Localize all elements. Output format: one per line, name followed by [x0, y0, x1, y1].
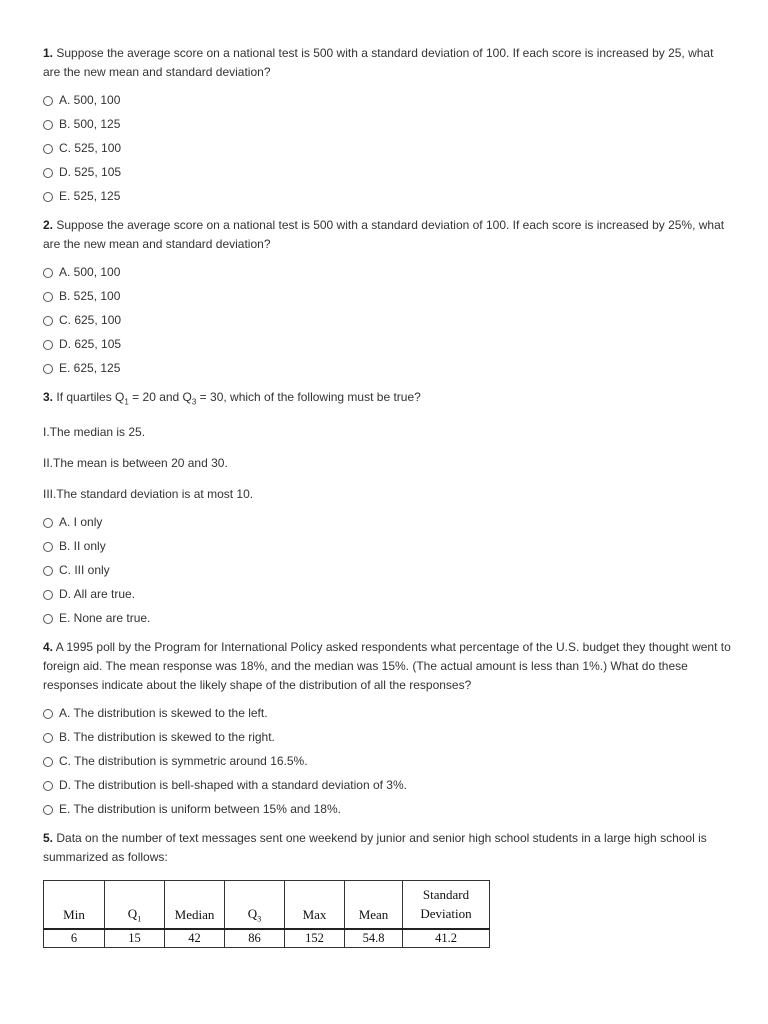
header-sd-line2: Deviation — [420, 906, 472, 922]
radio-icon[interactable] — [43, 614, 53, 624]
question-text: A 1995 poll by the Program for International Policy asked respondents what percentage of the U.S. budget they thought went to foreign aid. The mean response was 18%, and the median was 15%. (The actual amount is less than 1%.) What do these responses indicate about the likely shape of the distribution of all the responses? — [43, 640, 731, 693]
statement-1: I.The median is 25. — [43, 425, 146, 440]
q2-option-d[interactable] — [43, 332, 733, 356]
option-label: A. I only — [59, 515, 103, 530]
radio-icon[interactable] — [43, 566, 53, 576]
q1-option-d[interactable] — [43, 160, 733, 184]
option-label: D. The distribution is bell-shaped with a standard deviation of 3%. — [59, 778, 407, 793]
summary-stats-table — [43, 880, 490, 948]
q3-option-a[interactable] — [43, 510, 733, 534]
q2-option-b[interactable] — [43, 284, 733, 308]
cell-mean: 54.8 — [345, 929, 403, 948]
radio-icon[interactable] — [43, 364, 53, 374]
cell-min: 6 — [44, 929, 105, 948]
radio-icon[interactable] — [43, 709, 53, 719]
option-label: D. All are true. — [59, 587, 136, 602]
table-header-row — [44, 881, 490, 930]
header-sd-line1: Standard — [422, 887, 470, 903]
q1-option-c[interactable] — [43, 136, 733, 160]
q1-option-b[interactable] — [43, 112, 733, 136]
q2-options — [43, 260, 733, 380]
subscript: 3 — [191, 397, 197, 407]
header-q1 — [105, 881, 165, 930]
radio-icon[interactable] — [43, 96, 53, 106]
q1-options — [43, 88, 733, 208]
option-label: A. The distribution is skewed to the left. — [59, 706, 268, 721]
radio-icon[interactable] — [43, 120, 53, 130]
question-5 — [43, 829, 733, 867]
q1-option-e[interactable] — [43, 184, 733, 208]
option-label: B. 500, 125 — [59, 117, 121, 131]
subscript: 3 — [257, 914, 262, 924]
header-q1-label: Q — [127, 905, 138, 921]
question-1 — [43, 44, 733, 82]
header-median: Median — [165, 881, 225, 930]
option-label: B. II only — [59, 539, 106, 554]
q2-option-a[interactable] — [43, 260, 733, 284]
radio-icon[interactable] — [43, 316, 53, 326]
statement-2: II.The mean is between 20 and 30. — [43, 456, 228, 471]
header-max: Max — [285, 881, 345, 930]
option-label: D. 625, 105 — [59, 337, 122, 351]
radio-icon[interactable] — [43, 292, 53, 302]
q4-option-d[interactable] — [43, 773, 733, 797]
option-label: E. 625, 125 — [59, 361, 121, 375]
cell-q1: 15 — [105, 929, 165, 948]
question-number: 4. — [43, 640, 54, 655]
statement-3: III.The standard deviation is at most 10. — [43, 487, 254, 502]
q3-options — [43, 510, 733, 630]
question-text: Data on the number of text messages sent one weekend by junior and senior high school students in a large high school is summarized as follows: — [43, 831, 707, 865]
q2-option-c[interactable] — [43, 308, 733, 332]
option-label: E. 525, 125 — [59, 189, 121, 203]
quiz-page — [43, 44, 733, 948]
option-label: D. 525, 105 — [59, 165, 122, 179]
q4-option-c[interactable] — [43, 749, 733, 773]
question-number: 1. — [43, 46, 54, 60]
question-number: 2. — [43, 218, 54, 232]
header-standard-deviation — [403, 881, 490, 930]
option-label: C. 525, 100 — [59, 141, 122, 155]
q4-option-b[interactable] — [43, 725, 733, 749]
q1-option-a[interactable] — [43, 88, 733, 112]
option-label: C. 625, 100 — [59, 313, 122, 327]
table-row — [44, 929, 490, 948]
radio-icon[interactable] — [43, 144, 53, 154]
q4-options — [43, 701, 733, 821]
question-text: If quartiles Q — [56, 390, 125, 404]
radio-icon[interactable] — [43, 733, 53, 743]
option-label: B. The distribution is skewed to the right. — [59, 730, 275, 745]
cell-standard-deviation: 41.2 — [403, 929, 490, 948]
question-text: Suppose the average score on a national test is 500 with a standard deviation of 100. If each score is increased by 25, what are the new mean and standard deviation? — [43, 46, 714, 79]
q4-option-e[interactable] — [43, 797, 733, 821]
q3-option-b[interactable] — [43, 534, 733, 558]
option-label: A. 500, 100 — [59, 93, 121, 107]
radio-icon[interactable] — [43, 168, 53, 178]
radio-icon[interactable] — [43, 340, 53, 350]
radio-icon[interactable] — [43, 590, 53, 600]
option-label: E. None are true. — [59, 611, 151, 626]
q3-option-d[interactable] — [43, 582, 733, 606]
cell-median: 42 — [165, 929, 225, 948]
question-2 — [43, 216, 733, 254]
question-text: Suppose the average score on a national test is 500 with a standard deviation of 100. If each score is increased by 25%, what are the new mean and standard deviation? — [43, 218, 725, 251]
radio-icon[interactable] — [43, 781, 53, 791]
radio-icon[interactable] — [43, 192, 53, 202]
question-3 — [43, 388, 733, 411]
radio-icon[interactable] — [43, 268, 53, 278]
option-label: E. The distribution is uniform between 15% and 18%. — [59, 802, 341, 817]
cell-max: 152 — [285, 929, 345, 948]
subscript: 1 — [137, 914, 142, 924]
question-text: = 30, which of the following must be true? — [196, 390, 421, 404]
radio-icon[interactable] — [43, 542, 53, 552]
cell-q3: 86 — [225, 929, 285, 948]
question-4 — [43, 638, 733, 695]
option-label: C. III only — [59, 563, 110, 578]
q3-option-e[interactable] — [43, 606, 733, 630]
header-mean: Mean — [345, 881, 403, 930]
option-label: A. 500, 100 — [59, 265, 121, 279]
header-q3 — [225, 881, 285, 930]
q3-option-c[interactable] — [43, 558, 733, 582]
subscript: 1 — [124, 397, 129, 407]
option-label: B. 525, 100 — [59, 289, 121, 303]
question-number: 3. — [43, 390, 54, 404]
header-min: Min — [44, 881, 105, 930]
question-number: 5. — [43, 831, 54, 846]
radio-icon[interactable] — [43, 518, 53, 528]
q2-option-e[interactable] — [43, 356, 733, 380]
radio-icon[interactable] — [43, 805, 53, 815]
header-q3-label: Q — [247, 905, 258, 921]
radio-icon[interactable] — [43, 757, 53, 767]
question-text: = 20 and Q — [128, 390, 192, 404]
q4-option-a[interactable] — [43, 701, 733, 725]
option-label: C. The distribution is symmetric around 16.5%. — [59, 754, 308, 769]
